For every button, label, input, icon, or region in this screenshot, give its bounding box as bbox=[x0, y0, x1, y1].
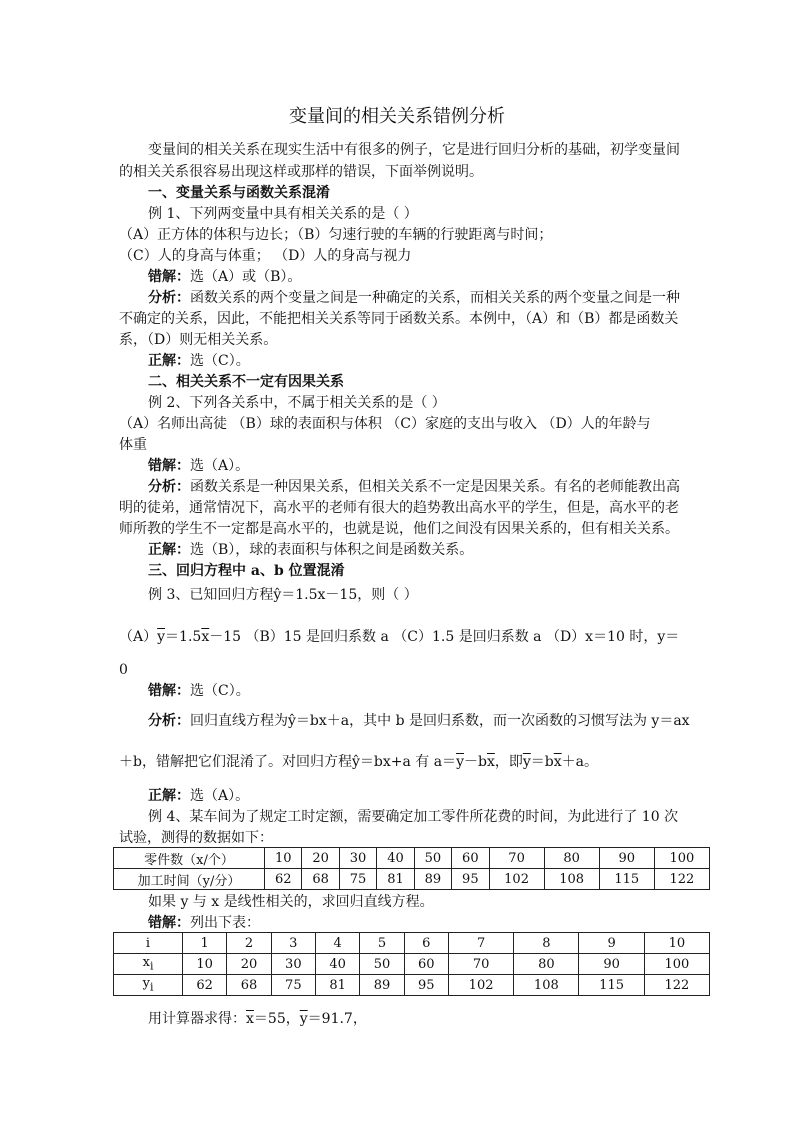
cell: 108 bbox=[514, 975, 579, 996]
cell: 115 bbox=[579, 975, 644, 996]
table-row bbox=[114, 848, 710, 869]
cell: 70 bbox=[448, 954, 513, 975]
analysis-2-pre: ＋b，错解把它们混淆了。对回归方程ŷ＝bx+a 有 a＝ bbox=[119, 754, 457, 770]
example-4-calc bbox=[148, 1009, 367, 1029]
table-row bbox=[114, 954, 710, 975]
x-bar: $\overline{x}$ bbox=[201, 629, 210, 645]
cell: 8 bbox=[514, 933, 579, 954]
analysis-2-mid3: ＝b bbox=[530, 754, 554, 770]
right-label: 正解： bbox=[148, 788, 190, 804]
cell: 70 bbox=[489, 848, 544, 869]
right-label: 正解： bbox=[148, 542, 190, 558]
y-bar: $\overline{y}$ bbox=[456, 754, 464, 770]
cell: 122 bbox=[654, 869, 709, 890]
analysis-text: 函数关系是一种因果关系，但相关关系不一定是因果关系。有名的老师能教出高 bbox=[190, 479, 680, 495]
x-bar: $\overline{x}$ bbox=[246, 1011, 254, 1027]
cell: 20 bbox=[227, 954, 271, 975]
example-4-question: 如果 y 与 x 是线性相关的，求回归直线方程。 bbox=[148, 894, 434, 910]
analysis-2-mid: －b bbox=[463, 754, 487, 770]
right-text: 选（C）。 bbox=[190, 353, 250, 369]
row-label: 零件数（x/个） bbox=[114, 848, 265, 869]
cell: 90 bbox=[599, 848, 654, 869]
cell: 95 bbox=[452, 869, 489, 890]
wrong-text: 选（C）。 bbox=[190, 683, 250, 699]
table-row bbox=[114, 869, 710, 890]
cell: 80 bbox=[514, 954, 579, 975]
cell: 95 bbox=[404, 975, 448, 996]
cell: 40 bbox=[377, 848, 414, 869]
subscript: i bbox=[149, 980, 154, 994]
cell: 4 bbox=[315, 933, 359, 954]
example-1-wrong bbox=[148, 267, 301, 287]
row-label bbox=[114, 975, 183, 996]
wrong-text: 列出下表： bbox=[190, 915, 260, 931]
option-a-mid: ＝1.5 bbox=[165, 629, 202, 645]
cell: 10 bbox=[265, 848, 302, 869]
analysis-text: 回归直线方程为ŷ＝bx＋a，其中 b 是回归系数，而一次函数的习惯写法为 y＝ax bbox=[190, 713, 690, 729]
example-3-analysis-2 bbox=[119, 752, 598, 772]
cell: 50 bbox=[414, 848, 451, 869]
calc-mid: ＝55， bbox=[253, 1011, 300, 1027]
example-1-options-2: （C）人的身高与体重； （D）人的身高与视力 bbox=[119, 248, 412, 264]
analysis-2-mid2: ，即 bbox=[494, 754, 523, 770]
cell: 30 bbox=[339, 848, 376, 869]
cell: 81 bbox=[377, 869, 414, 890]
example-2-options-1: （A）名师出高徒 （B）球的表面积与体积 （C）家庭的支出与收入 （D）人的年龄与 bbox=[119, 416, 651, 432]
right-text: 选（A）。 bbox=[190, 788, 250, 804]
cell: 62 bbox=[265, 869, 302, 890]
subscript: i bbox=[149, 959, 154, 973]
cell: 100 bbox=[644, 954, 709, 975]
x-bar: $\overline{x}$ bbox=[553, 754, 562, 770]
table-row bbox=[114, 975, 710, 996]
example-1-right bbox=[148, 351, 250, 371]
cell: 90 bbox=[579, 954, 644, 975]
cell: 10 bbox=[644, 933, 709, 954]
section-3-heading: 三、回归方程中 a、b 位置混淆 bbox=[148, 563, 345, 579]
cell: 9 bbox=[579, 933, 644, 954]
y-bar: $\overline{y}$ bbox=[299, 1011, 308, 1027]
option-a-prefix: （A） bbox=[119, 629, 158, 645]
calc-prefix: 用计算器求得： bbox=[148, 1011, 246, 1027]
x-label: x bbox=[142, 955, 150, 971]
example-4-text-1: 例 4、某车间为了规定工时定额，需要确定加工零件所花费的时间，为此进行了 10 次 bbox=[148, 809, 679, 825]
example-1-options-1: （A）正方体的体积与边长；（B）匀速行驶的车辆的行驶距离与时间； bbox=[119, 227, 553, 243]
wrong-text: 选（A）。 bbox=[190, 458, 250, 474]
example-2-analysis-2: 明的徒弟，通常情况下，高水平的老师有很大的趋势教出高水平的学生，但是，高水平的老 bbox=[119, 500, 679, 516]
example-3-question: 例 3、已知回归方程ŷ＝1.5x－15，则（ ） bbox=[148, 587, 418, 603]
cell: 2 bbox=[227, 933, 271, 954]
row-label: 加工时间（y/分） bbox=[114, 869, 265, 890]
page-title: 变量间的相关关系错例分析 bbox=[289, 106, 505, 127]
example-2-question: 例 2、下列各关系中，不属于相关关系的是（ ） bbox=[148, 395, 446, 411]
cell: 6 bbox=[404, 933, 448, 954]
row-label bbox=[114, 954, 183, 975]
example-2-right bbox=[148, 540, 473, 560]
analysis-2-post: ＋a。 bbox=[561, 754, 599, 770]
cell: 89 bbox=[414, 869, 451, 890]
y-bar: $\overline{y}$ bbox=[522, 754, 531, 770]
cell: 5 bbox=[360, 933, 404, 954]
example-4-text-2: 试验，测得的数据如下： bbox=[119, 830, 273, 846]
example-3-wrong bbox=[148, 681, 250, 701]
analysis-label: 分析： bbox=[148, 290, 190, 306]
cell: 7 bbox=[448, 933, 513, 954]
example-1-analysis-3: 系，（D）则无相关关系。 bbox=[119, 332, 278, 348]
section-1-heading: 一、变量关系与函数关系混淆 bbox=[148, 185, 330, 201]
wrong-label: 错解： bbox=[148, 683, 190, 699]
example-2-analysis-3: 师所教的学生不一定都是高水平的，也就是说，他们之间没有因果关系的，但有相关关系。 bbox=[119, 521, 679, 537]
table-row bbox=[114, 933, 710, 954]
example-4-wrong bbox=[148, 913, 260, 933]
cell: 62 bbox=[183, 975, 227, 996]
analysis-label: 分析： bbox=[148, 479, 190, 495]
option-rest: －15 （B）15 是回归系数 a （C）1.5 是回归系数 a （D）x＝10 时，y＝ bbox=[209, 629, 680, 645]
y-bar: $\overline{y}$ bbox=[157, 629, 166, 645]
example-1-question: 例 1、下列两变量中具有相关关系的是（ ） bbox=[148, 206, 418, 222]
cell: 68 bbox=[302, 869, 339, 890]
example-2-wrong bbox=[148, 456, 249, 476]
data-table-2 bbox=[113, 932, 710, 996]
cell: 102 bbox=[448, 975, 513, 996]
example-1-analysis-1 bbox=[148, 288, 680, 308]
y-label: y bbox=[142, 976, 150, 992]
example-2-options-2: 体重 bbox=[119, 437, 147, 453]
wrong-label: 错解： bbox=[148, 915, 190, 931]
cell: 30 bbox=[271, 954, 315, 975]
cell: 20 bbox=[302, 848, 339, 869]
intro-line-1: 变量间的相关关系在现实生活中有很多的例子，它是进行回归分析的基础，初学变量间 bbox=[148, 142, 680, 158]
intro-line-2: 的相关关系很容易出现这样或那样的错误，下面举例说明。 bbox=[119, 164, 483, 180]
cell: 100 bbox=[654, 848, 709, 869]
cell: 89 bbox=[360, 975, 404, 996]
cell: 75 bbox=[271, 975, 315, 996]
example-3-analysis-1 bbox=[148, 711, 690, 731]
right-text: 选（B），球的表面积与体积之间是函数关系。 bbox=[190, 542, 474, 558]
x-bar: $\overline{x}$ bbox=[486, 754, 495, 770]
cell: 122 bbox=[644, 975, 709, 996]
row-label: i bbox=[114, 933, 183, 954]
data-table-1 bbox=[113, 847, 710, 890]
cell: 3 bbox=[271, 933, 315, 954]
cell: 40 bbox=[315, 954, 359, 975]
cell: 75 bbox=[339, 869, 376, 890]
wrong-label: 错解： bbox=[148, 269, 190, 285]
cell: 68 bbox=[227, 975, 271, 996]
cell: 50 bbox=[360, 954, 404, 975]
cell: 102 bbox=[489, 869, 544, 890]
right-label: 正解： bbox=[148, 353, 190, 369]
cell: 115 bbox=[599, 869, 654, 890]
cell: 60 bbox=[452, 848, 489, 869]
cell: 60 bbox=[404, 954, 448, 975]
wrong-label: 错解： bbox=[148, 458, 190, 474]
example-2-analysis-1 bbox=[148, 477, 680, 497]
analysis-label: 分析： bbox=[148, 713, 190, 729]
example-3-options-tail: 0 bbox=[119, 662, 128, 678]
cell: 1 bbox=[183, 933, 227, 954]
cell: 80 bbox=[544, 848, 599, 869]
cell: 108 bbox=[544, 869, 599, 890]
cell: 81 bbox=[315, 975, 359, 996]
example-3-options bbox=[119, 627, 679, 647]
wrong-text: 选（A）或（B）。 bbox=[190, 269, 302, 285]
section-2-heading: 二、相关关系不一定有因果关系 bbox=[148, 374, 344, 390]
example-1-analysis-2: 不确定的关系，因此，不能把相关关系等同于函数关系。本例中，（A）和（B）都是函数关 bbox=[119, 311, 679, 327]
example-3-right bbox=[148, 786, 249, 806]
calc-post: ＝91.7， bbox=[307, 1011, 367, 1027]
analysis-text: 函数关系的两个变量之间是一种确定的关系，而相关关系的两个变量之间是一种 bbox=[190, 290, 680, 306]
cell: 10 bbox=[183, 954, 227, 975]
